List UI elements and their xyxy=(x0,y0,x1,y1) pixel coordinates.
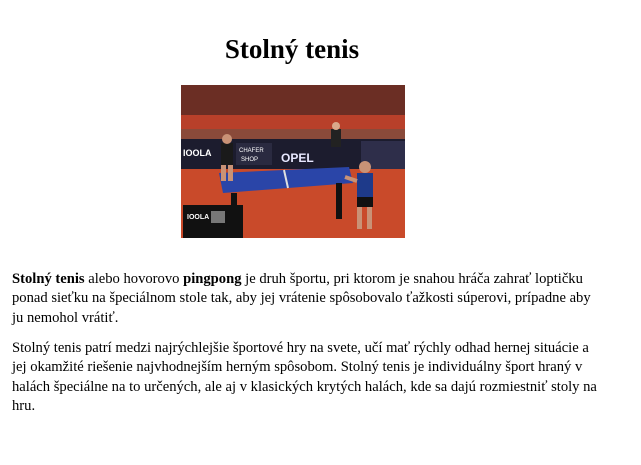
article-paragraph-2: Stolný tenis patrí medzi najrýchlejšie športové hry na svete, učí mať rýchly odhad hernej situácie a jej okamžité riešenie najvhodnejším herným spôsobom. Stolný tenis je individuálny šport hraný v halách špeciálne na to určených, ale aj v klasických krytých halách, kde sa dajú rozmiestniť stoly na hru. xyxy=(12,340,597,415)
table-leg-right xyxy=(336,183,342,219)
player-left-head xyxy=(222,134,232,144)
player-right-head xyxy=(359,161,371,173)
paragraph-1-text-b: je druh športu, pri ktorom je snahou hráča zahrať loptičku ponad sieťku na špeciálnom stole tak, aby jej vrátenie spôsobovalo ťažkosti súperovi, prípadne aby ju nemohol vrátiť. xyxy=(12,271,591,326)
term-table-tennis: Stolný tenis xyxy=(12,271,85,287)
table-tennis-photo xyxy=(181,85,405,238)
umpire xyxy=(331,129,341,147)
player-right-shorts xyxy=(357,197,373,207)
page-title: Stolný tenis xyxy=(224,34,360,64)
player-left-leg xyxy=(221,165,226,181)
article-paragraph-1 xyxy=(12,270,602,328)
banner-left: IOOLA xyxy=(183,148,212,158)
photo-illustration xyxy=(181,85,405,238)
upper-floor xyxy=(181,115,405,129)
player-left xyxy=(221,143,233,165)
umpire-head xyxy=(332,122,340,130)
banner-right: OPEL xyxy=(281,151,314,165)
banner-chafer: CHAFER xyxy=(239,148,264,154)
floor-sign-text: IOOLA xyxy=(187,214,210,221)
paragraph-1-text-a: alebo hovorovo xyxy=(84,271,184,287)
banner-shop: SHOP xyxy=(241,157,259,163)
player-right xyxy=(357,173,373,197)
term-pingpong: pingpong xyxy=(183,271,242,287)
